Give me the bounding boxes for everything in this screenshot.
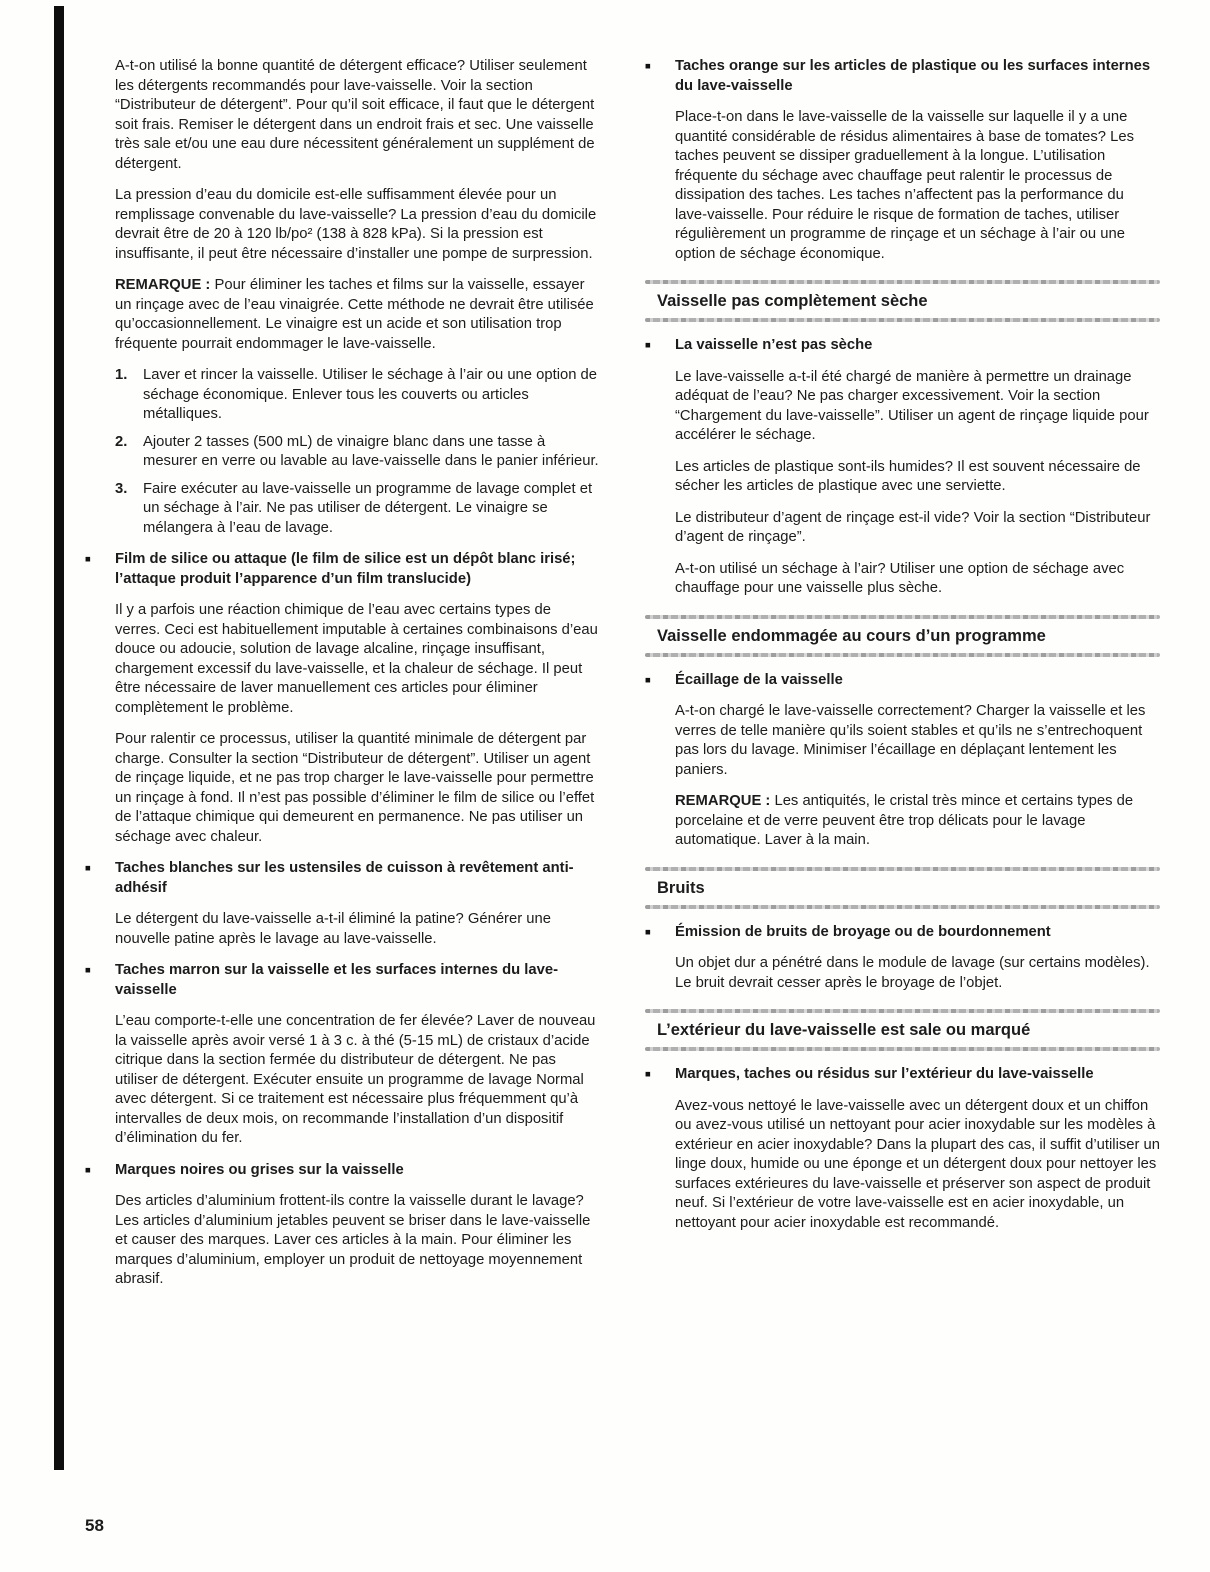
note-label: REMARQUE :: [675, 793, 771, 809]
bullet-heading-silica-film: [85, 550, 600, 589]
note-text: Pour éliminer les taches et films sur la vaisselle, essayer un rinçage avec de l’eau vinaigrée. Cette méthode ne devrait être utilisée qu’occasionnellement. Le vinaigre est un acide et son utilisation trop fréquente pourrait endommager le lave-vaisselle.: [115, 277, 594, 352]
bullet-square-icon: ■: [645, 61, 651, 72]
bullet-square-icon: ■: [645, 926, 651, 938]
paragraph-rinse-agent-empty: Le distributeur d’agent de rinçage est-il vide? Voir la section “Distributeur d’agent de rinçage”.: [675, 509, 1151, 545]
bullet-heading-text: Marques noires ou grises sur la vaisselle: [115, 1161, 404, 1178]
page-number: 58: [85, 1516, 104, 1535]
list-item: [115, 366, 600, 425]
section-title: L’extérieur du lave-vaisselle est sale ou marqué: [657, 1021, 1031, 1039]
list-item: [115, 433, 600, 472]
bullet-square-icon: ■: [85, 965, 91, 976]
paragraph-water-pressure: La pression d’eau du domicile est-elle suffisamment élevée pour un remplissage convenable du lave-vaisselle? La pression d’eau du domicile devrait être de 20 à 120 lb/po² (138 à 828 kPa). Si la pression est insuffisante, il peut être nécessaire d’installer une pompe de surpression.: [115, 187, 597, 262]
bullet-heading-orange-stains: [645, 57, 1160, 96]
bullet-heading-text: Taches marron sur la vaisselle et les surfaces internes du lave-vaisselle: [115, 962, 559, 998]
paragraph-hard-object: Un objet dur a pénétré dans le module de lavage (sur certains modèles). Le bruit devrait cesser après le broyage de l’objet.: [675, 955, 1150, 991]
bullet-heading-brown-stains: [85, 961, 600, 1000]
note-vinegar-rinse: [115, 276, 600, 354]
paragraph-patina: Le détergent du lave-vaisselle a-t-il éliminé la patine? Générer une nouvelle patine après le lavage au lave-vaisselle.: [115, 911, 551, 947]
section-title: Bruits: [657, 878, 705, 897]
paragraph-slow-process: Pour ralentir ce processus, utiliser la quantité minimale de détergent par charge. Consulter la section “Distributeur de détergent”. Utiliser un agent de rinçage liquide, et ne pas trop charger le lave-vaisselle pour permettre un rinçage à fond. Il n’est pas possible d’éliminer le film de silice ou l’effet de l’attaque chimique qui demeurent en permanence. Ne pas utiliser un séchage avec chaleur.: [115, 731, 595, 845]
paragraph-aluminum-marks: Des articles d’aluminium frottent-ils contre la vaisselle durant le lavage? Les articles d’aluminium jetables peuvent se briser dans le lave-vaisselle et causer des marques. Laver ces articles à la main. Pour éliminer les marques d’aluminium, employer un produit de nettoyage moyennement abrasif.: [115, 1193, 591, 1287]
bullet-square-icon: ■: [645, 1069, 651, 1080]
bullet-heading-text: Taches orange sur les articles de plastique ou les surfaces internes du lave-vaisselle: [675, 58, 1151, 94]
bullet-heading-black-gray-marks: [85, 1161, 600, 1181]
paragraph-glass-reaction: Il y a parfois une réaction chimique de l’eau avec certains types de verres. Ceci est habituellement imputable à certaines combinaisons d’eau douce ou adoucie, solution de lavage alcaline, rinçage insuffisant, chargement excessif du lave-vaisselle, et la chaleur de séchage. Il peut être nécessaire de laver manuellement ces articles pour éliminer complètement le problème.: [115, 602, 598, 716]
bullet-square-icon: ■: [645, 340, 651, 351]
paragraph-plastic-wet: Les articles de plastique sont-ils humides? Il est souvent nécessaire de sécher les articles de plastique avec une serviette.: [675, 458, 1141, 494]
vinegar-steps-list: [115, 366, 600, 538]
section-header-dishes-not-dry: [645, 280, 1160, 322]
paragraph-exterior-cleaning: Avez-vous nettoyé le lave-vaisselle avec un détergent doux et un chiffon ou avez-vous utilisé un nettoyant pour acier inoxydable sur les modèles à extérieur en acier inoxydable? Dans la plupart des cas, il suffit d’utiliser un linge doux, humide ou une éponge et un détergent doux pour nettoyer les surfaces extérieures du lave-vaisselle et préserver son aspect de produit neuf. Si l’extérieur de votre lave-vaisselle est en acier inoxydable, un nettoyant pour acier inoxydable est recommandé.: [675, 1097, 1160, 1231]
bullet-heading-chipping: [645, 671, 1160, 691]
list-item-text: Laver et rincer la vaisselle. Utiliser le séchage à l’air ou une option de séchage économique. Enlever tous les couverts ou articles métalliques.: [143, 367, 598, 422]
bullet-heading-text: Marques, taches ou résidus sur l’extérieur du lave-vaisselle: [675, 1066, 1094, 1082]
list-item-text: Faire exécuter au lave-vaisselle un programme de lavage complet et un séchage à l’air. Ne pas utiliser de détergent. Le vinaigre se mélangera à l’eau de lavage.: [143, 480, 593, 536]
paragraph-tomato-residue: Place-t-on dans le lave-vaisselle de la vaisselle sur laquelle il y a une quantité considérable de résidus alimentaires à base de tomates? Les taches peuvent se dissiper graduellement à la longue. L’utilisation fréquente du séchage avec chauffage peut ralentir le processus de dissipation des taches. Les taches n’affectent pas la performance du lave-vaisselle. Pour réduire le risque de formation de taches, utiliser régulièrement un programme de rinçage et un séchage à l’air ou une option de séchage économique.: [675, 109, 1134, 262]
bullet-square-icon: ■: [85, 863, 91, 874]
list-item-number: 3.: [115, 480, 128, 497]
paragraph-iron-concentration: L’eau comporte-t-elle une concentration de fer élevée? Laver de nouveau la vaisselle après avoir versé 1 à 3 c. à thé (5-15 mL) de cristaux d’acide citrique dans la section fermée du distributeur de détergent. Ne pas utiliser de détergent. Exécuter ensuite un programme de lavage Normal avec détergent. Si ce traitement est nécessaire plus fréquemment qu’à intervalles de deux mois, on recommande l’installation d’un dispositif d’élimination du fer.: [115, 1013, 596, 1146]
section-header-damaged-dishes: [645, 615, 1160, 657]
section-rule-bottom: [645, 653, 1160, 657]
list-item-text: Ajouter 2 tasses (500 mL) de vinaigre blanc dans une tasse à mesurer en verre ou lavable au lave-vaisselle dans le panier inférieur.: [143, 433, 599, 469]
left-column: [85, 57, 600, 1302]
section-rule-bottom: [645, 318, 1160, 322]
section-header-exterior-dirty: [645, 1009, 1160, 1051]
bullet-heading-text: Taches blanches sur les ustensiles de cuisson à revêtement anti-adhésif: [115, 860, 574, 896]
paragraph-drainage: Le lave-vaisselle a-t-il été chargé de manière à permettre un drainage adéquat de l’eau? Ne pas charger excessivement. Voir la section “Chargement du lave-vaisselle”. Utiliser un agent de rinçage liquide pour accélérer le séchage.: [675, 368, 1149, 443]
bullet-square-icon: ■: [85, 1164, 91, 1176]
bullet-heading-text: Émission de bruits de broyage ou de bourdonnement: [675, 923, 1051, 940]
note-antiques: [675, 792, 1160, 851]
section-rule-bottom: [645, 905, 1160, 909]
page-content: [85, 57, 1160, 1302]
note-text: Les antiquités, le cristal très mince et certains types de porcelaine et de verre peuvent être trop délicats pour le lavage automatique. Laver à la main.: [675, 793, 1134, 848]
right-column: [645, 57, 1160, 1302]
bullet-heading-exterior-marks: [645, 1065, 1160, 1085]
list-item-number: 2.: [115, 433, 128, 450]
bullet-heading-text: Écaillage de la vaisselle: [675, 671, 843, 688]
paragraph-loading-correctly: A-t-on chargé le lave-vaisselle correctement? Charger la vaisselle et les verres de telle manière qu’ils soient stables et qu’ils ne s’entrechoquent pas lors du lavage. Minimiser l’écaillage en déplaçant lentement les paniers.: [675, 703, 1146, 778]
bullet-heading-grinding-noise: [645, 923, 1160, 943]
bullet-square-icon: ■: [85, 554, 91, 565]
note-label: REMARQUE :: [115, 277, 211, 293]
paragraph-air-dry: A-t-on utilisé un séchage à l’air? Utiliser une option de séchage avec chauffage pour une vaisselle plus sèche.: [675, 560, 1125, 596]
bullet-square-icon: ■: [645, 674, 651, 686]
section-title: Vaisselle pas complètement sèche: [657, 292, 928, 310]
bullet-heading-text: Film de silice ou attaque (le film de silice est un dépôt blanc irisé; l’attaque produit l’apparence d’un film translucide): [115, 551, 576, 587]
bullet-heading-white-spots: [85, 859, 600, 898]
list-item-number: 1.: [115, 367, 128, 383]
section-header-noises: [645, 867, 1160, 909]
page-binding-bar: [54, 6, 64, 1470]
paragraph-detergent-quantity: A-t-on utilisé la bonne quantité de détergent efficace? Utiliser seulement les détergents recommandés pour lave-vaisselle. Voir la section “Distributeur de détergent”. Pour qu’il soit efficace, il faut que le détergent soit frais. Remiser le détergent dans un endroit frais et sec. Une vaisselle très sale et/ou une eau dure nécessitent généralement un supplément de détergent.: [115, 58, 595, 172]
section-title: Vaisselle endommagée au cours d’un programme: [657, 626, 1046, 645]
section-rule-bottom: [645, 1047, 1160, 1051]
bullet-heading-dishes-not-dry: [645, 336, 1160, 356]
list-item: [115, 480, 600, 539]
bullet-heading-text: La vaisselle n’est pas sèche: [675, 337, 873, 353]
